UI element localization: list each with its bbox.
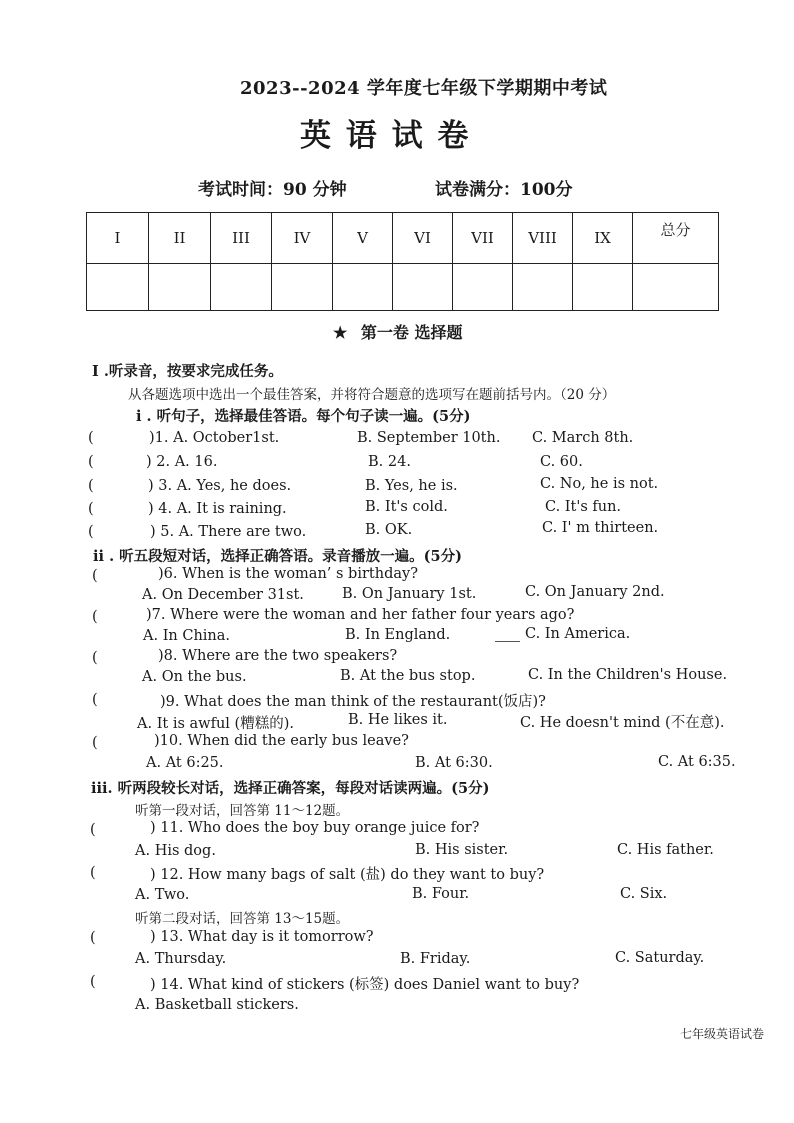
question-text: )8. Where are the two speakers?	[158, 648, 398, 664]
option-c: C. March 8th.	[532, 430, 634, 446]
score-cell[interactable]	[87, 264, 149, 311]
option-c: C. Six.	[620, 886, 668, 902]
score-cell[interactable]	[513, 264, 573, 311]
question-text: )9. What does the man think of the restaurant(饭店)?	[160, 694, 546, 710]
question-text: ) 5. A. There are two.	[150, 524, 307, 540]
score-cell[interactable]	[333, 264, 393, 311]
exam-title: 2023--2024 学年度七年级下学期期中考试	[240, 78, 608, 99]
option-a: A. On December 31st.	[142, 587, 304, 603]
option-c: C. Saturday.	[615, 950, 705, 966]
exam-time: 考试时间：90 分钟	[198, 180, 347, 200]
score-cell[interactable]	[393, 264, 453, 311]
option-b: B. His sister.	[415, 842, 509, 858]
answer-paren[interactable]: (	[92, 568, 98, 584]
question-text: ) 13. What day is it tomorrow?	[150, 929, 374, 945]
option-c: C. He doesn't mind (不在意).	[520, 715, 725, 731]
answer-paren[interactable]: (	[92, 650, 98, 666]
option-b: B. It's cold.	[365, 499, 448, 515]
section1-title: I .听录音，按要求完成任务。	[92, 363, 283, 380]
question-text: )7. Where were the woman and her father four years ago?	[146, 607, 575, 623]
option-a: A. In China.	[143, 628, 231, 644]
score-table	[86, 212, 719, 311]
full-score: 试卷满分：100分	[435, 180, 573, 200]
answer-paren[interactable]: (	[90, 974, 96, 990]
score-col-header: IX	[573, 213, 633, 264]
option-b: B. Four.	[412, 886, 470, 902]
option-c: C. On January 2nd.	[525, 584, 665, 600]
score-col-header: III	[211, 213, 272, 264]
dialog1-label: 听第一段对话，回答第 11～12题。	[135, 803, 350, 819]
score-cell[interactable]	[149, 264, 211, 311]
option-c: C. 60.	[540, 454, 583, 470]
question-text: )6. When is the woman’ s birthday?	[158, 566, 418, 582]
option-a: A. On the bus.	[142, 669, 247, 685]
option-b: B. At the bus stop.	[340, 668, 476, 684]
score-cell[interactable]	[453, 264, 513, 311]
question-text: ) 2. A. 16.	[146, 454, 218, 470]
option-a: A. His dog.	[135, 843, 216, 859]
question-text: ) 14. What kind of stickers (标签) does Daniel want to buy?	[150, 977, 580, 993]
answer-paren[interactable]: (	[88, 501, 94, 517]
option-c: C. In the Children's House.	[528, 667, 728, 683]
question-text: )1. A. October1st.	[149, 430, 280, 446]
part-ii-title: ii . 听五段短对话，选择正确答语。录音播放一遍。(5分)	[93, 548, 462, 565]
dialog2-label: 听第二段对话，回答第 13～15题。	[135, 911, 350, 927]
option-b: B. In England.	[345, 627, 451, 643]
option-b: B. OK.	[365, 522, 413, 538]
score-col-header-total: 总分	[633, 213, 719, 264]
score-col-header: II	[149, 213, 211, 264]
subject-title: 英 语 试 卷	[300, 118, 471, 154]
option-b: B. At 6:30.	[415, 755, 493, 771]
part-i-title: i . 听句子，选择最佳答语。每个句子读一遍。(5分)	[136, 408, 471, 425]
answer-paren[interactable]: (	[90, 865, 96, 881]
volume-heading	[333, 320, 463, 343]
answer-paren[interactable]: (	[88, 524, 94, 540]
answer-paren[interactable]: (	[88, 454, 94, 470]
answer-paren[interactable]: (	[88, 430, 94, 446]
option-a: A. At 6:25.	[146, 755, 224, 771]
score-col-header: VI	[393, 213, 453, 264]
option-b: B. 24.	[368, 454, 411, 470]
option-a: A. Two.	[135, 887, 190, 903]
option-a: A. Basketball stickers.	[135, 997, 299, 1013]
volume-title: 第一卷 选择题	[360, 323, 463, 342]
option-b: B. He likes it.	[348, 712, 448, 728]
question-text: ) 4. A. It is raining.	[148, 501, 287, 517]
question-text: ) 3. A. Yes, he does.	[148, 478, 292, 494]
option-a: A. Thursday.	[135, 951, 227, 967]
answer-paren[interactable]: (	[90, 930, 96, 946]
answer-paren[interactable]: (	[92, 692, 98, 708]
question-text: ) 12. How many bags of salt (盐) do they want to buy?	[150, 867, 545, 883]
score-cell[interactable]	[573, 264, 633, 311]
blank-line	[495, 641, 520, 642]
option-c: C. His father.	[617, 842, 714, 858]
answer-paren[interactable]: (	[92, 735, 98, 751]
question-text: )10. When did the early bus leave?	[154, 733, 409, 749]
question-text: ) 11. Who does the boy buy orange juice for?	[150, 820, 480, 836]
score-col-header: V	[333, 213, 393, 264]
footer-label: 七年级英语试卷	[680, 1027, 765, 1041]
score-col-header: IV	[272, 213, 333, 264]
option-b: B. Yes, he is.	[365, 478, 458, 494]
answer-paren[interactable]: (	[88, 478, 94, 494]
option-b: B. Friday.	[400, 951, 471, 967]
option-c: C. It's fun.	[545, 499, 622, 515]
score-col-header: I	[87, 213, 149, 264]
answer-paren[interactable]: (	[92, 609, 98, 625]
score-cell[interactable]	[211, 264, 272, 311]
option-a: A. It is awful (糟糕的).	[137, 716, 294, 732]
option-c: C. At 6:35.	[658, 754, 736, 770]
section1-instruction: 从各题选项中选出一个最佳答案，并将符合题意的选项写在题前括号内。（20 分）	[128, 387, 616, 403]
score-col-header: VII	[453, 213, 513, 264]
score-cell[interactable]	[272, 264, 333, 311]
star-icon: ★	[333, 323, 348, 342]
score-col-header: VIII	[513, 213, 573, 264]
option-c: C. I' m thirteen.	[542, 520, 659, 536]
score-cell-total[interactable]	[633, 264, 719, 311]
option-c: C. In America.	[525, 626, 631, 642]
option-b: B. On January 1st.	[342, 586, 477, 602]
part-iii-title: iii. 听两段较长对话，选择正确答案，每段对话读两遍。(5分)	[91, 780, 490, 797]
answer-paren[interactable]: (	[90, 822, 96, 838]
option-b: B. September 10th.	[357, 430, 501, 446]
option-c: C. No, he is not.	[540, 476, 659, 492]
